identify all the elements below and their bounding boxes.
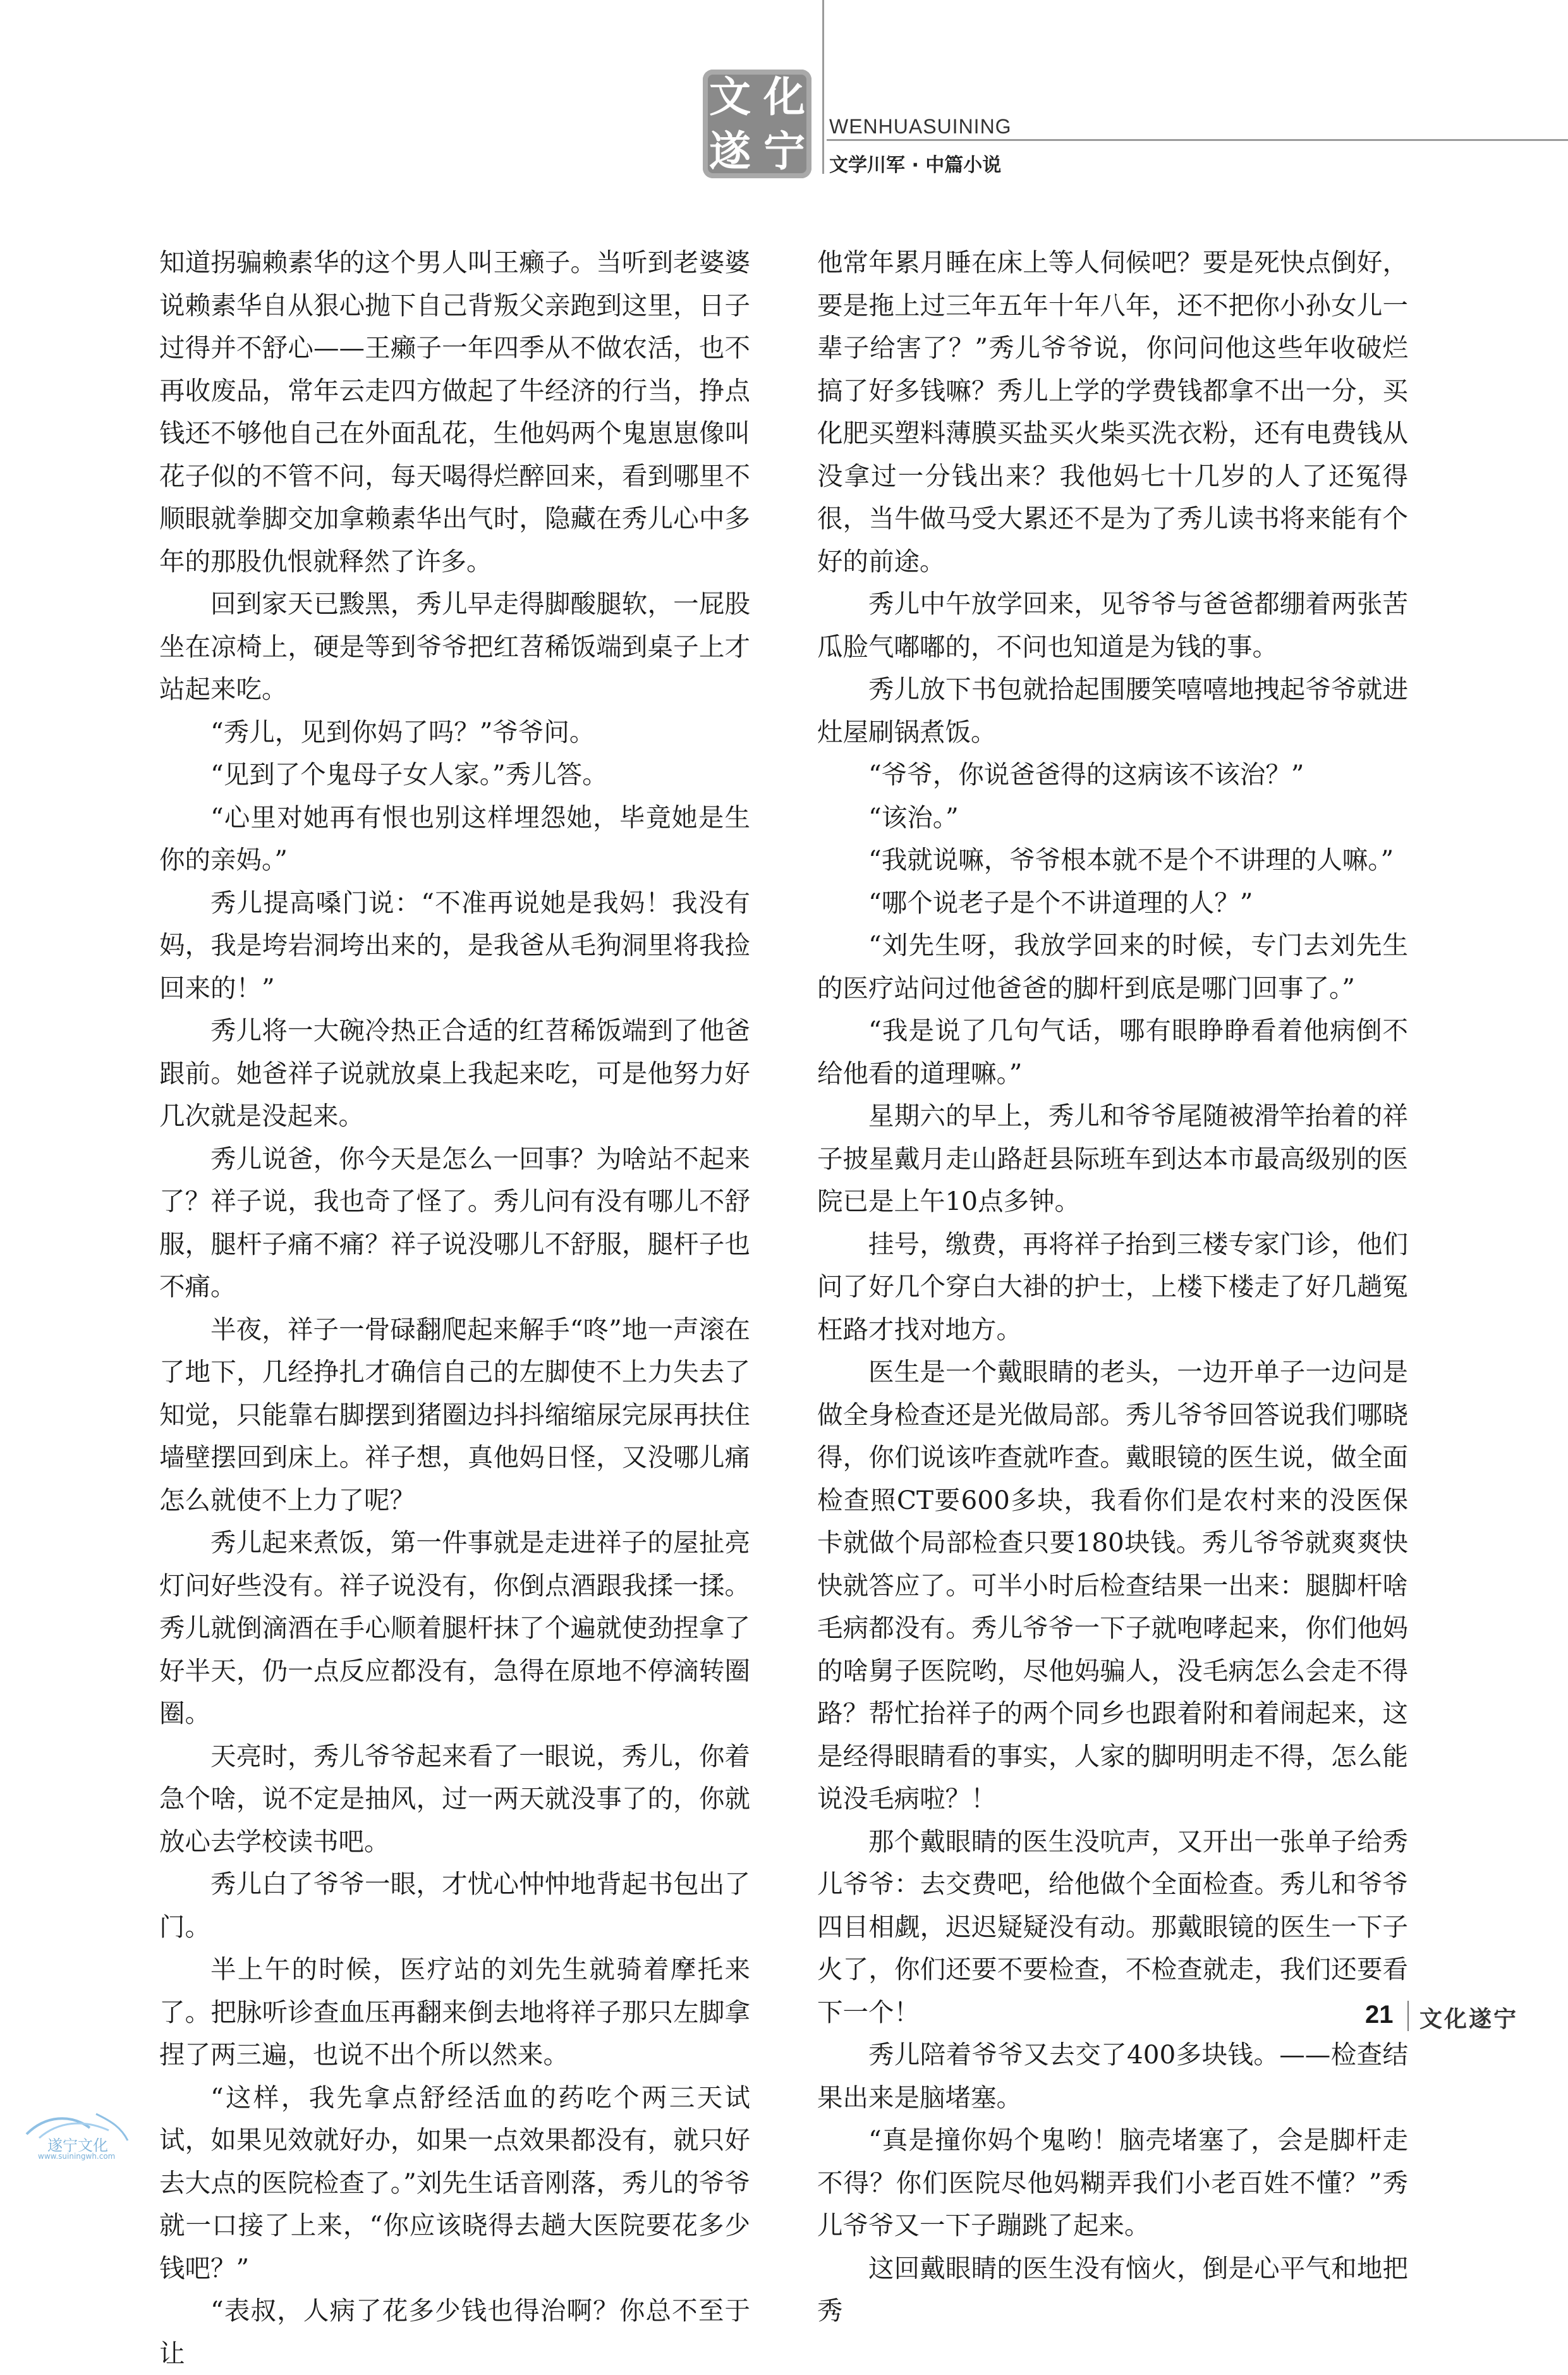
paragraph: 天亮时，秀儿爷爷起来看了一眼说，秀儿，你着急个啥，说不定是抽风，过一两天就没事了的，你就放心去学校读书吧。	[159, 1740, 750, 1857]
seal-char: 化	[763, 72, 805, 121]
paragraph: 那个戴眼睛的医生没吭声，又开出一张单子给秀儿爷爷：去交费吧，给他做个全面检查。秀儿和爷爷四目相觑，迟迟疑疑没有动。那戴眼镜的医生一下子火了，你们还要不要检查，不检查就走，我们还要看下一个！	[817, 1826, 1408, 2027]
paragraph: 秀儿陪着爷爷又去交了400多块钱。——检查结果出来是脑堵塞。	[817, 2039, 1408, 2113]
paragraph: 秀儿将一大碗冷热正合适的红苕稀饭端到了他爸跟前。她爸祥子说就放桌上我起来吃，可是他努力好几次就是没起来。	[159, 1015, 750, 1131]
paragraph: 秀儿起来煮饭，第一件事就是走进祥子的屋扯亮灯问好些没有。祥子说没有，你倒点酒跟我揉一揉。秀儿就倒滴酒在手心顺着腿杆抹了个遍就使劲捏拿了好半天，仍一点反应都没有，急得在原地不停滴转圈圈。	[159, 1527, 750, 1728]
header-vertical-rule	[822, 0, 824, 174]
paragraph: 医生是一个戴眼睛的老头，一边开单子一边问是做全身检查还是光做局部。秀儿爷爷回答说我们哪晓得，你们说该咋查就咋查。戴眼镜的医生说，做全面检查照CT要600多块，我看你们是农村来的没医保卡就做个局部检查只要180块钱。秀儿爷爷就爽爽快快就答应了。可半小时后检查结果一出来：腿脚杆啥毛病都没有。秀儿爷爷一下子就咆哮起来，你们他妈的啥舅子医院哟，尽他妈骗人，没毛病怎么会走不得路？帮忙抬祥子的两个同乡也跟着附和着闹起来，这是经得眼睛看的事实，人家的脚明明走不得，怎么能说没毛病啦？！	[817, 1357, 1408, 1814]
paragraph: 半上午的时候，医疗站的刘先生就骑着摩托来了。把脉听诊查血压再翻来倒去地将祥子那只左脚拿捏了两三遍，也说不出个所以然来。	[159, 1954, 750, 2070]
logo-text: 遂宁文化	[47, 2137, 108, 2154]
left-text-column	[159, 241, 750, 2375]
paragraph: 秀儿提高嗓门说：“不准再说她是我妈！我没有妈，我是垮岩洞垮出来的，是我爸从毛狗洞里将我捡回来的！”	[159, 887, 750, 1003]
paragraph: “心里对她再有恨也别这样埋怨她，毕竟她是生你的亲妈。”	[159, 802, 750, 875]
paragraph: 秀儿中午放学回来，见爷爷与爸爸都绷着两张苦瓜脸气嘟嘟的，不问也知道是为钱的事。	[817, 589, 1408, 662]
paragraph: “爷爷，你说爸爸得的这病该不该治？”	[868, 759, 1304, 790]
page-number: 21	[1365, 2001, 1394, 2029]
paragraph: 知道拐骗赖素华的这个男人叫王癞子。当听到老婆婆说赖素华自从狠心抛下自己背叛父亲跑到这里，日子过得并不舒心——王癞子一年四季从不做农活，也不再收废品，常年云走四方做起了牛经济的行当，挣点钱还不够他自己在外面乱花，生他妈两个鬼崽崽像叫花子似的不管不问，每天喝得烂醉回来，看到哪里不顺眼就拳脚交加拿赖素华出气时，隐藏在秀儿心中多年的那股仇恨就释然了许多。	[159, 247, 750, 577]
paragraph: “我是说了几句气话，哪有眼睁睁看着他病倒不给他看的道理嘛。”	[817, 1015, 1408, 1089]
footer-separator	[1407, 2001, 1409, 2031]
paragraph: “表叔，人病了花多少钱也得治啊？你总不至于让	[159, 2295, 750, 2369]
paragraph: 秀儿放下书包就拾起围腰笑嘻嘻地拽起爷爷就进灶屋刷锅煮饭。	[817, 674, 1408, 747]
paragraph: “真是撞你妈个鬼哟！脑壳堵塞了，会是脚杆走不得？你们医院尽他妈糊弄我们小老百姓不懂？”秀儿爷爷又一下子蹦跳了起来。	[817, 2125, 1408, 2240]
paragraph: “哪个说老子是个不讲道理的人？”	[868, 887, 1253, 918]
paragraph: “见到了个鬼母子女人家。”秀儿答。	[210, 759, 608, 790]
paragraph: “秀儿，见到你妈了吗？”爷爷问。	[210, 716, 595, 747]
paragraph: 秀儿说爸，你今天是怎么一回事？为啥站不起来了？祥子说，我也奇了怪了。秀儿问有没有哪儿不舒服，腿杆子痛不痛？祥子说没哪儿不舒服，腿杆子也不痛。	[159, 1143, 750, 1302]
paragraph: 回到家天已黢黑，秀儿早走得脚酸腿软，一屁股坐在凉椅上，硬是等到爷爷把红苕稀饭端到桌子上才站起来吃。	[159, 589, 750, 704]
seal-char: 宁	[763, 126, 805, 176]
paragraph: “这样，我先拿点舒经活血的药吃个两三天试试，如果见效就好办，如果一点效果都没有，就只好去大点的医院检查了。”刘先生话音刚落，秀儿的爷爷就一口接了上来，“你应该晓得去趟大医院要花多少钱吧？”	[159, 2082, 750, 2283]
header-horizontal-rule	[827, 139, 1568, 141]
paragraph: “刘先生呀，我放学回来的时候，专门去刘先生的医疗站问过他爸爸的脚杆到底是哪门回事了。”	[817, 930, 1408, 1003]
paragraph: 这回戴眼睛的医生没有恼火，倒是心平气和地把秀	[817, 2252, 1408, 2326]
paragraph: 他常年累月睡在床上等人伺候吧？要是死快点倒好，要是拖上过三年五年十年八年，还不把你小孙女儿一辈子给害了？”秀儿爷爷说，你问问他这些年收破烂搞了好多钱嘛？秀儿上学的学费钱都拿不出一分，买化肥买塑料薄膜买盐买火柴买洗衣粉，还有电费钱从没拿过一分钱出来？我他妈七十几岁的人了还冤得很，当牛做马受大累还不是为了秀儿读书将来能有个好的前途。	[817, 247, 1409, 577]
paragraph: 挂号，缴费，再将祥子抬到三楼专家门诊，他们问了好几个穿白大褂的护士，上楼下楼走了好几趟冤枉路才找对地方。	[817, 1228, 1408, 1345]
paragraph: “该治。”	[868, 802, 959, 833]
footer-magazine-name: 文化遂宁	[1419, 2006, 1519, 2032]
seal-char: 遂	[709, 126, 751, 176]
right-text-column	[817, 241, 1408, 2333]
paragraph: “我就说嘛，爷爷根本就不是个不讲理的人嘛。”	[868, 845, 1394, 875]
paragraph: 星期六的早上，秀儿和爷爷尾随被滑竿抬着的祥子披星戴月走山路赶县际班车到达本市最高级别的医院已是上午10点多钟。	[817, 1101, 1408, 1216]
magazine-name: WENHUASUINING	[829, 115, 1012, 138]
paragraph: 半夜，祥子一骨碌翻爬起来解手“咚”地一声滚在了地下，几经挣扎才确信自己的左脚使不上力失去了知觉，只能靠右脚摆到猪圈边抖抖缩缩尿完尿再扶住墙壁摆回到床上。祥子想，真他妈日怪，又没哪儿痛怎么就使不上力了呢？	[159, 1314, 750, 1515]
seal-char: 文	[709, 72, 751, 121]
logo-url: www.suiningwh.com	[38, 2152, 116, 2161]
magazine-seal-logo	[703, 70, 811, 178]
paragraph: 秀儿白了爷爷一眼，才忧心忡忡地背起书包出了门。	[159, 1869, 750, 1942]
site-logo	[0, 2105, 139, 2166]
section-label: 文学川军 · 中篇小说	[829, 154, 1002, 176]
